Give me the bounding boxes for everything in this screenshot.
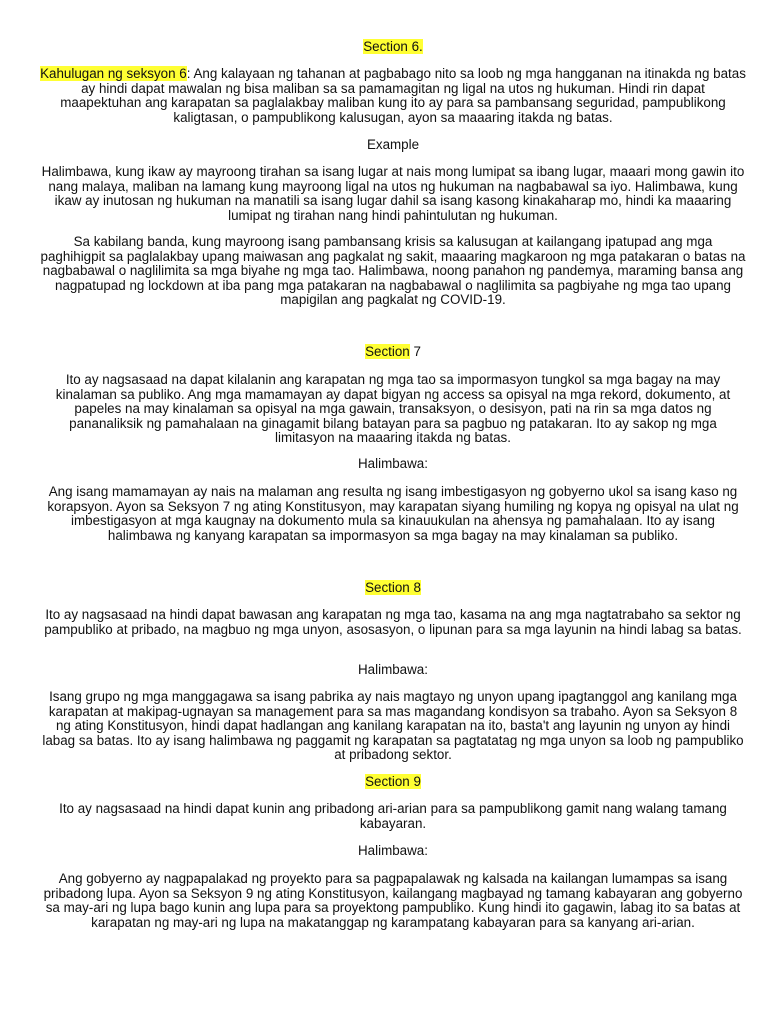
section-6-example-1: Halimbawa, kung ikaw ay mayroong tirahan sa isang lugar at nais mong lumipat sa ibang lugar, maaari mong gawin ito nang malaya, maliban na lamang kung mayroong ligal na utos ng hukuman na nagbabawal sa iyo. Halimbawa, kung ikaw ay inutosan ng hukuman na manatili sa isang lugar dahil sa isang kasong kinakaharap mo, hindi ka maaaring lumipat ng tirahan nang hindi pahintulutan ng hukuman. (41, 164, 745, 223)
section-7-example-label: Halimbawa: (358, 456, 428, 471)
section-8-body: Ito ay nagsasaad na hindi dapat bawasan ang karapatan ng mga tao, kasama na ang mga nagtatrabaho sa sektor ng pampubliko at pribado, na magbuo ng mga unyon, asosasyon, o lipunan para sa mga layunin na hindi labag sa batas. (44, 607, 742, 637)
section-6-lead-label: Kahulugan ng seksyon 6 (40, 66, 187, 81)
section-7-body: Ito ay nagsasaad na dapat kilalanin ang karapatan ng mga tao sa impormasyon tungkol sa mga bagay na may kinalaman sa publiko. Ang mga mamamayan ay dapat bigyan ng access sa opisyal na mga rekord, dokumento, at papeles na may kinalaman sa opisyal na mga gawain, transaksyon, o desisyon, pati na rin sa mga datos ng pananaliksik ng pamahalaan na ginagamit bilang batayan para sa pagbuo ng patakaran. Ito ay sakop ng mga limitasyon na maaaring itakda ng batas. (55, 372, 731, 446)
section-7-heading (40, 345, 746, 360)
section-6-heading-highlight: Section 6. (363, 39, 423, 54)
section-8-example-label: Halimbawa: (358, 662, 428, 677)
section-9-heading (40, 775, 746, 790)
section-6-example-label: Example (366, 137, 420, 152)
section-8-heading (40, 581, 746, 596)
section-9-heading-highlight: Section 9 (365, 774, 421, 789)
section-6-definition (40, 67, 746, 125)
section-9-example-label: Halimbawa: (358, 843, 428, 858)
section-6-lead-text: : Ang kalayaan ng tahanan at pagbabago nito sa loob ng mga hangganan na itinakda ng batas ay hindi dapat mawalan ng bisa maliban sa sa pamamagitan ng ligal na utos ng hukuman. Hindi rin dapat maapektuhan ang karapatan sa paglalakbay maliban kung ito ay para sa pambansang seguridad, pampublikong kaligtasan, o pampublikong kalusugan, ayon sa maaaring itakda ng batas. (60, 66, 746, 125)
section-6-heading (40, 40, 746, 55)
section-8-example: Isang grupo ng mga manggagawa sa isang pabrika ay nais magtayo ng unyon upang ipagtanggol ang kanilang mga karapatan at makipag-ugnayan sa management para sa mas magandang kondisyon sa trabaho. Ayon sa Seksyon 8 ng ating Konstitusyon, hindi dapat hadlangan ang kanilang karapatan na ito, basta't ang layunin ng unyon ay hindi labag sa batas. Ito ay isang halimbawa ng paggamit ng karapatan sa pagtatatag ng mga unyon sa loob ng pampubliko at pribadong sektor. (42, 689, 744, 763)
section-6-example-2: Sa kabilang banda, kung mayroong isang pambansang krisis sa kalusugan at kailangang ipatupad ang mga paghihigpit sa paglalakbay upang maiwasan ang pagkalat ng sakit, maaaring magkaroon ng mga patakaran o batas na nagbabawal o naglilimita sa mga biyahe ng mga tao. Halimbawa, noong panahon ng pandemya, maraming bansa ang nagpatupad ng lockdown at iba pang mga patakaran na nagbabawal o naglilimita sa pagbiyahe ng mga tao upang mapigilan ang pagkalat ng COVID-19. (40, 234, 746, 308)
section-8-heading-highlight: Section 8 (365, 580, 421, 595)
section-7-heading-word: Section (365, 344, 410, 359)
section-9-example: Ang gobyerno ay nagpapalakad ng proyekto para sa pagpapalawak ng kalsada na kailangan lumampas sa isang pribadong lupa. Ayon sa Seksyon 9 ng ating Konstitusyon, kailangang magbayad ng tamang kabayaran ang gobyerno sa may-ari ng lupa bago kunin ang lupa para sa proyektong pampubliko. Kung hindi ito gagawin, labag ito sa batas at karapatan ng may-ari ng lupa na makatanggap ng karampatang kabayaran para sa kanyang ari-arian. (43, 871, 743, 930)
section-7-example: Ang isang mamamayan ay nais na malaman ang resulta ng isang imbestigasyon ng gobyerno ukol sa isang kaso ng korapsyon. Ayon sa Seksyon 7 ng ating Konstitusyon, may karapatan siyang humiling ng kopya ng opisyal na ulat ng imbestigasyon at mga kaugnay na dokumento mula sa kinauukulan na ahensya ng pamahalaan. Ito ay isang halimbawa ng kanyang karapatan sa impormasyon sa mga bagay na may kinalaman sa publiko. (47, 484, 739, 543)
section-9-body: Ito ay nagsasaad na hindi dapat kunin ang pribadong ari-arian para sa pampublikong gamit nang walang tamang kabayaran. (59, 801, 727, 831)
section-7-heading-num: 7 (409, 344, 421, 359)
